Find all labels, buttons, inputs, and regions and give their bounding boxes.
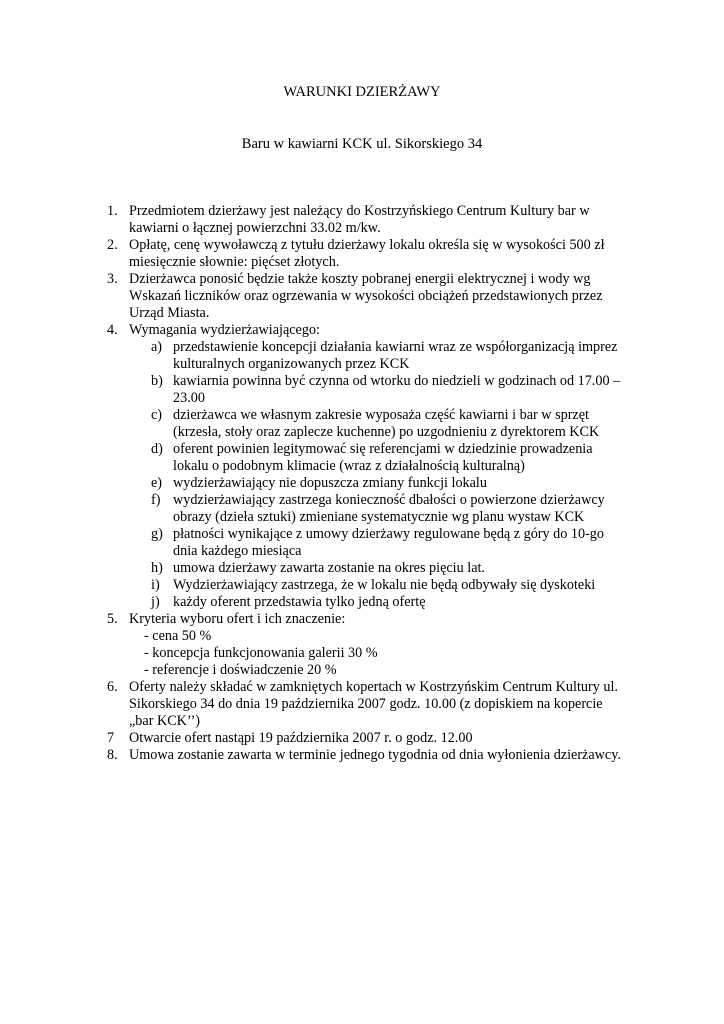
criteria-entry: - referencje i doświadczenie 20 % (144, 662, 337, 678)
item-line: Umowa zostanie zawarta w terminie jednego tygodnia od dnia wyłonienia dzierżawcy. (129, 747, 621, 763)
requirement-line: kulturalnych organizowanych przez KCK (173, 356, 410, 372)
item-line: Dzierżawca ponosić będzie także koszty pobranej energii elektrycznej i wody wg (129, 271, 591, 287)
criteria-heading: Kryteria wyboru ofert i ich znaczenie: (129, 611, 346, 627)
item-number: 2. (107, 237, 118, 253)
requirement-line: lokalu o podobnym klimacie (wraz z działalnością kulturalną) (173, 458, 525, 474)
requirement-letter: i) (151, 577, 160, 593)
requirement-item (0, 373, 643, 407)
requirement-line: obrazy (dzieła sztuki) zmieniane systematycznie wg planu wystaw KCK (173, 509, 585, 525)
requirement-line: każdy oferent przedstawia tylko jedną ofertę (173, 594, 426, 610)
requirement-letter: g) (151, 526, 163, 542)
list-item (0, 203, 649, 237)
requirement-line: wydzierżawiający nie dopuszcza zmiany funkcji lokalu (173, 475, 487, 491)
item-number: 6. (107, 679, 118, 695)
list-item (0, 237, 649, 271)
item-line: Przedmiotem dzierżawy jest należący do Kostrzyńskiego Centrum Kultury bar w (129, 203, 590, 219)
requirement-letter: a) (151, 339, 163, 355)
requirement-item (0, 475, 643, 492)
item-line: Urząd Miasta. (129, 305, 210, 321)
requirement-line: kawiarnia powinna być czynna od wtorku do niedzieli w godzinach od 17.00 – (173, 373, 621, 389)
list-item (0, 271, 649, 322)
list-item (0, 322, 649, 339)
requirement-line: dnia każdego miesiąca (173, 543, 302, 559)
requirement-item (0, 339, 643, 373)
requirement-line: dzierżawca we własnym zakresie wyposaża część kawiarni i bar w sprzęt (173, 407, 589, 423)
list-item (0, 611, 649, 628)
requirement-item (0, 526, 643, 560)
item-line: Wskazań liczników oraz ogrzewania w wysokości obciążeń przedstawionych przez (129, 288, 603, 304)
requirement-line: (krzesła, stoły oraz zaplecze kuchenne) po uzgodnieniu z dyrektorem KCK (173, 424, 600, 440)
list-item (0, 747, 689, 764)
requirement-line: płatności wynikające z umowy dzierżawy regulowane będą z góry do 10-go (173, 526, 604, 542)
requirement-item (0, 407, 643, 441)
requirement-line: oferent powinien legitymować się referencjami w dziedzinie prowadzenia (173, 441, 593, 457)
requirement-letter: c) (151, 407, 163, 423)
terms-list (0, 203, 724, 764)
requirement-line: umowa dzierżawy zawarta zostanie na okres pięciu lat. (173, 560, 485, 576)
document-subtitle: Baru w kawiarni KCK ul. Sikorskiego 34 (241, 136, 483, 152)
requirement-line: wydzierżawiający zastrzega konieczność dbałości o powierzone dzierżawcy (173, 492, 605, 508)
item-number: 1. (107, 203, 118, 219)
item-line: Oferty należy składać w zamkniętych kopertach w Kostrzyńskim Centrum Kultury ul. (129, 679, 618, 695)
requirement-item (0, 441, 643, 475)
item-line: Wymagania wydzierżawiającego: (129, 322, 320, 338)
item-number: 5. (107, 611, 118, 627)
requirement-line: 23.00 (173, 390, 205, 406)
item-number: 3. (107, 271, 118, 287)
requirement-item (0, 492, 643, 526)
requirement-item (0, 577, 643, 594)
item-line: Otwarcie ofert nastąpi 19 października 2007 r. o godz. 12.00 (129, 730, 473, 746)
criteria-entry: - cena 50 % (144, 628, 212, 644)
item-line: kawiarni o łącznej powierzchni 33.02 m/kw. (129, 220, 381, 236)
requirement-letter: e) (151, 475, 163, 491)
requirement-line: przedstawienie koncepcji działania kawiarni wraz ze współorganizacją imprez (173, 339, 618, 355)
item-number: 7 (107, 730, 115, 746)
requirement-item (0, 594, 643, 611)
requirement-letter: f) (151, 492, 161, 508)
requirement-letter: b) (151, 373, 163, 389)
requirement-item (0, 560, 643, 577)
document-title: WARUNKI DZIERŻAWY (283, 84, 441, 100)
item-line: Opłatę, cenę wywoławczą z tytułu dzierżawy lokalu określa się w wysokości 500 zł (129, 237, 605, 253)
requirement-letter: j) (151, 594, 160, 610)
item-line: „bar KCK’’) (129, 713, 201, 729)
item-line: Sikorskiego 34 do dnia 19 października 2007 godz. 10.00 (z dopiskiem na kopercie (129, 696, 603, 712)
list-item (0, 730, 649, 747)
item-number: 4. (107, 322, 118, 338)
requirement-letter: h) (151, 560, 163, 576)
item-number: 8. (107, 747, 118, 763)
criteria-entry: - koncepcja funkcjonowania galerii 30 % (144, 645, 378, 661)
item-line: miesięcznie słownie: pięćset złotych. (129, 254, 340, 270)
requirement-line: Wydzierżawiający zastrzega, że w lokalu nie będą odbywały się dyskoteki (173, 577, 596, 593)
requirement-letter: d) (151, 441, 163, 457)
list-item (0, 679, 649, 730)
